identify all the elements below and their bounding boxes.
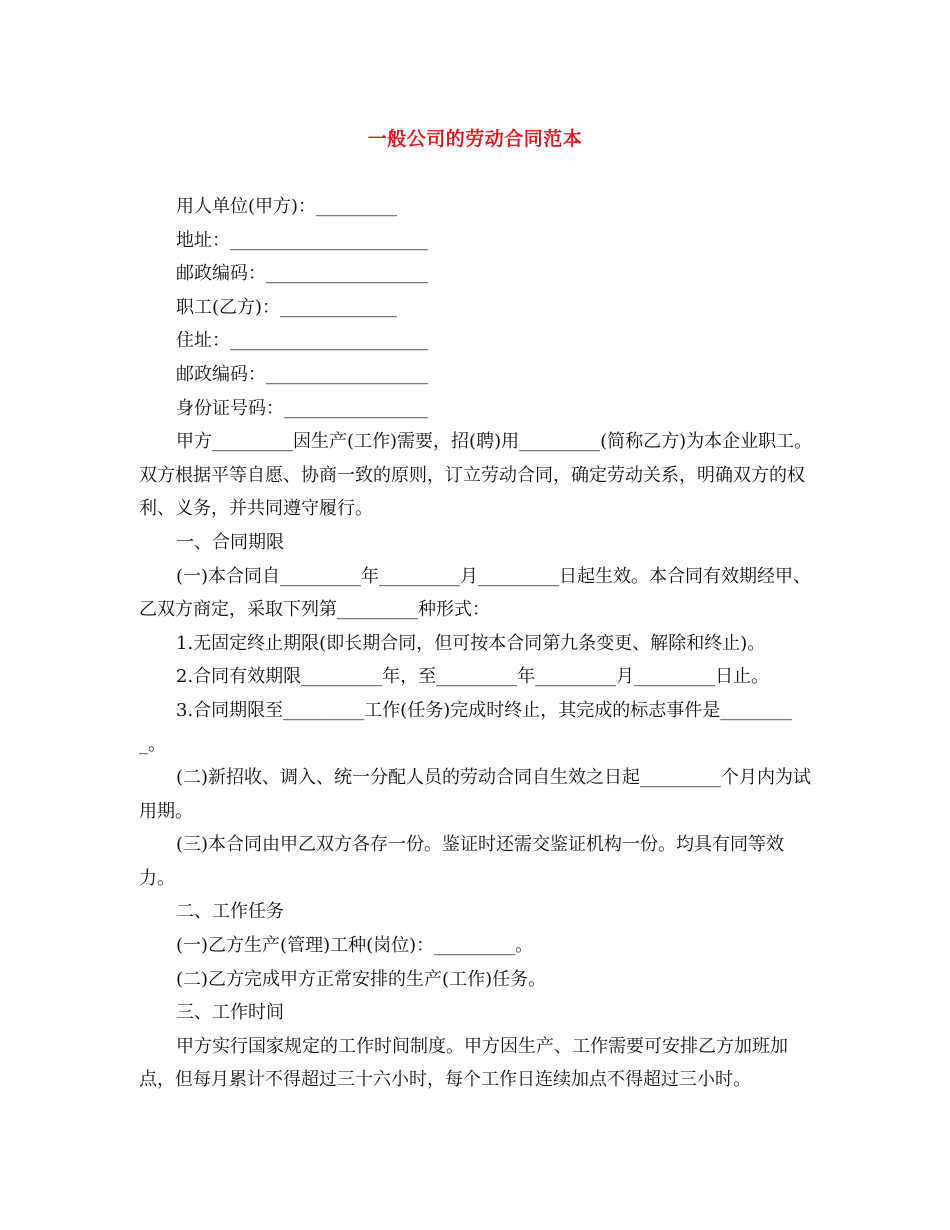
term-option-1: 1.无固定终止期限(即长期合同，但可按本合同第九条变更、解除和终止)。 <box>176 632 766 654</box>
term-option-2: 2.合同有效期限_________年，至_________年_________月_________日止。 <box>176 666 770 688</box>
term-clause-1: (一)本合同自_________年_________月_________日起生效。本合同有效期经甲、乙双方商定，采取下列第_________种形式： <box>139 565 812 621</box>
field-employee-postcode: 邮政编码：__________________ <box>176 363 428 385</box>
section-heading-tasks: 二、工作任务 <box>176 901 284 923</box>
term-option-3: 3.合同期限至_________工作(任务)完成时终止，其完成的标志事件是_________。 <box>139 699 793 755</box>
hours-paragraph: 甲方实行国家规定的工作时间制度。甲方因生产、工作需要可安排乙方加班加点，但每月累计不得超过三十六小时，每个工作日连续加点不得超过三小时。 <box>139 1035 788 1091</box>
task-clause-1: (一)乙方生产(管理)工种(岗位)：_________。 <box>176 935 534 957</box>
field-employer-postcode: 邮政编码：__________________ <box>176 263 428 285</box>
field-employer-address: 地址：______________________ <box>176 229 428 251</box>
field-employee-address: 住址：______________________ <box>176 330 428 352</box>
term-clause-2: (二)新招收、调入、统一分配人员的劳动合同自生效之日起_________个月内为试用期。 <box>139 767 812 822</box>
section-heading-term: 一、合同期限 <box>176 531 284 553</box>
field-employer: 用人单位(甲方)：_________ <box>176 196 398 217</box>
intro-paragraph: 甲方_________因生产(工作)需要，招(聘)用_________(简称乙方)为本企业职工。双方根据平等自愿、协商一致的原则，订立劳动合同，确定劳动关系，明确双方的权利、义务，并共同遵守履行。 <box>139 431 813 520</box>
term-clause-3: (三)本合同由甲乙双方各存一份。鉴证时还需交鉴证机构一份。均具有同等效力。 <box>139 834 785 889</box>
document-body <box>139 190 815 1097</box>
task-clause-2: (二)乙方完成甲方正常安排的生产(工作)任务。 <box>176 968 547 990</box>
field-employee: 职工(乙方)：_____________ <box>176 296 398 318</box>
field-id-number: 身份证号码：________________ <box>176 397 428 419</box>
section-heading-hours: 三、工作时间 <box>176 1002 284 1024</box>
document-title: 一般公司的劳动合同范本 <box>367 128 583 150</box>
